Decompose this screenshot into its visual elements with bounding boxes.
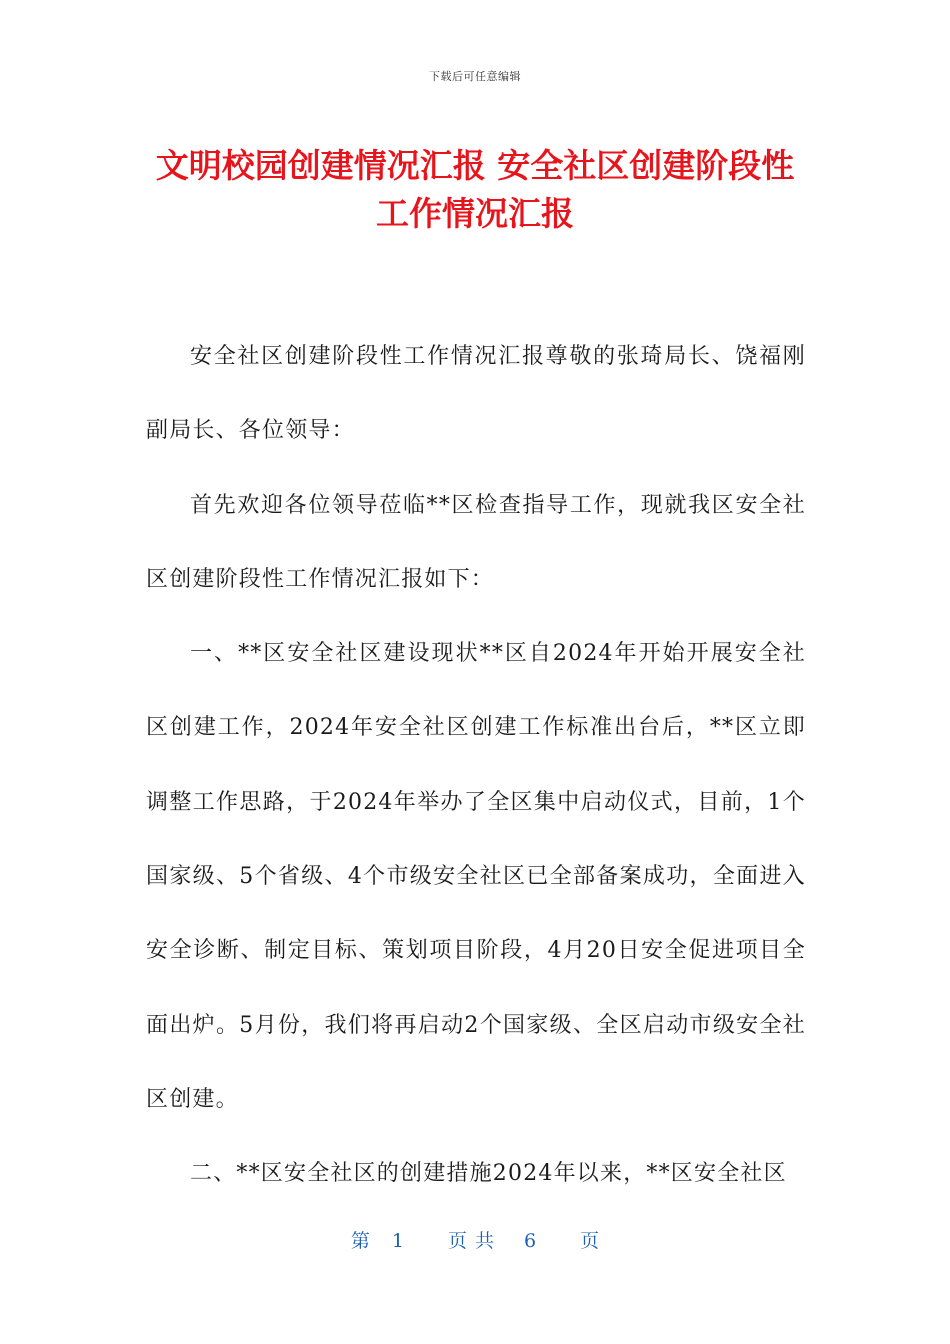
paragraph-section-2: 二、**区安全社区的创建措施2024年以来，**区安全社区 — [190, 1161, 787, 1187]
page-footer — [0, 1226, 950, 1253]
footer-prefix: 第 — [350, 1230, 370, 1252]
title-line-2: 工作情况汇报 — [376, 194, 574, 233]
footer-suffix: 页 — [580, 1230, 600, 1252]
paragraph-section-1: 一、**区安全社区建设现状**区自2024年开始开展安全社区创建工作，2024年安全社区创建工作标准出台后，**区立即调整工作思路，于2024年举办了全区集中启动仪式，目前，1个国家级、5个省级、4个市级安全社区已全部备案成功，全面进入安全诊断、制定目标、策划项目阶段，4月20日安全促进项目全面出炉。5月份，我们将再启动2个国家级、全区启动市级安全社区创建。 — [146, 641, 806, 1112]
document-title — [120, 142, 830, 238]
paragraph-intro: 首先欢迎各位领导莅临**区检查指导工作，现就我区安全社区创建阶段性工作情况汇报如下： — [146, 492, 806, 592]
footer-current-page: 1 — [391, 1230, 404, 1252]
footer-total-pages: 6 — [524, 1230, 537, 1252]
paragraph-greeting: 安全社区创建阶段性工作情况汇报尊敬的张琦局长、饶福刚副局长、各位领导： — [146, 344, 806, 444]
title-line-1: 文明校园创建情况汇报 安全社区创建阶段性 — [155, 146, 795, 185]
document-body — [146, 320, 806, 1212]
header-note: 下载后可任意编辑 — [429, 70, 521, 83]
footer-middle: 页共 — [447, 1230, 502, 1252]
